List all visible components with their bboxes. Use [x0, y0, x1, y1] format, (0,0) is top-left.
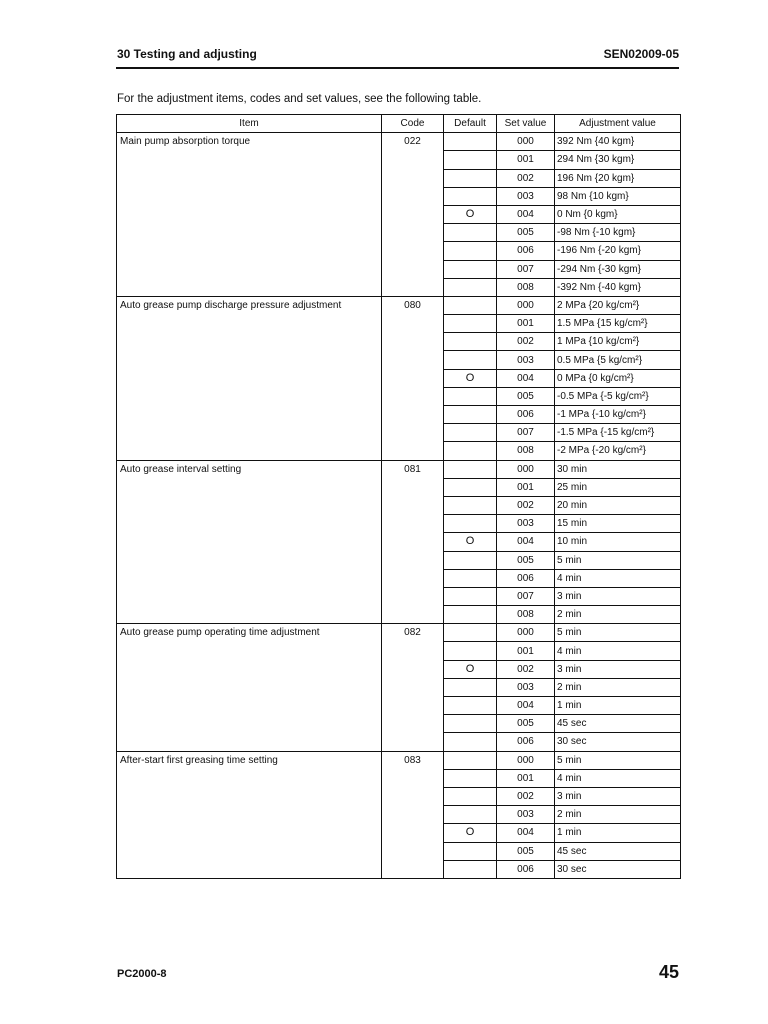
adjustment-value-cell: 98 Nm {10 kgm} [555, 187, 681, 205]
default-cell [444, 369, 497, 387]
adjustment-value-cell: -1.5 MPa {-15 kg/cm²} [555, 424, 681, 442]
adjustment-value-cell: 1 MPa {10 kg/cm²} [555, 333, 681, 351]
default-cell [444, 697, 497, 715]
default-cell [444, 260, 497, 278]
adjustment-value-cell: 3 min [555, 787, 681, 805]
set-value-cell: 000 [497, 460, 555, 478]
adjustment-value-cell: 3 min [555, 587, 681, 605]
default-mark-icon: O [465, 535, 475, 548]
set-value-cell: 001 [497, 151, 555, 169]
default-cell [444, 333, 497, 351]
adjustment-value-cell: 4 min [555, 769, 681, 787]
adjustment-value-cell: 392 Nm {40 kgm} [555, 133, 681, 151]
table-header-row [117, 115, 681, 133]
default-cell [444, 660, 497, 678]
default-cell [444, 515, 497, 533]
adjustment-value-cell: 30 sec [555, 860, 681, 878]
set-value-cell: 000 [497, 624, 555, 642]
default-cell [444, 606, 497, 624]
set-value-cell: 004 [497, 824, 555, 842]
default-cell [444, 205, 497, 223]
set-value-cell: 006 [497, 733, 555, 751]
code-cell: 083 [382, 751, 444, 878]
default-cell [444, 824, 497, 842]
set-value-cell: 003 [497, 678, 555, 696]
set-value-cell: 002 [497, 496, 555, 514]
adjustment-value-cell: 1.5 MPa {15 kg/cm²} [555, 315, 681, 333]
adjustment-value-cell: 5 min [555, 624, 681, 642]
set-value-cell: 003 [497, 351, 555, 369]
adjustment-value-cell: 10 min [555, 533, 681, 551]
default-cell [444, 678, 497, 696]
set-value-cell: 004 [497, 697, 555, 715]
set-value-cell: 006 [497, 406, 555, 424]
default-cell [444, 496, 497, 514]
default-cell [444, 278, 497, 296]
adjustment-value-cell: 2 min [555, 678, 681, 696]
set-value-cell: 006 [497, 860, 555, 878]
default-cell [444, 406, 497, 424]
default-cell [444, 424, 497, 442]
default-cell [444, 769, 497, 787]
adjustment-value-cell: -1 MPa {-10 kg/cm²} [555, 406, 681, 424]
code-cell: 082 [382, 624, 444, 751]
default-mark-icon: O [465, 662, 475, 675]
adjustment-value-cell: -196 Nm {-20 kgm} [555, 242, 681, 260]
default-cell [444, 733, 497, 751]
adjustment-value-cell: 2 min [555, 806, 681, 824]
default-cell [444, 787, 497, 805]
set-value-cell: 002 [497, 333, 555, 351]
default-cell [444, 533, 497, 551]
column-header-default: Default [444, 115, 497, 133]
default-cell [444, 624, 497, 642]
item-name-cell: Main pump absorption torque [117, 133, 382, 297]
set-value-cell: 000 [497, 133, 555, 151]
adjustment-value-cell: 15 min [555, 515, 681, 533]
adjustment-value-cell: 2 min [555, 606, 681, 624]
default-mark-icon: O [465, 371, 475, 384]
default-cell [444, 351, 497, 369]
set-value-cell: 008 [497, 606, 555, 624]
adjustment-value-cell: 30 min [555, 460, 681, 478]
default-mark-icon: O [465, 208, 475, 221]
adjustment-value-cell: 0 Nm {0 kgm} [555, 205, 681, 223]
set-value-cell: 001 [497, 642, 555, 660]
adjustment-value-cell: 20 min [555, 496, 681, 514]
default-cell [444, 187, 497, 205]
set-value-cell: 003 [497, 515, 555, 533]
default-cell [444, 242, 497, 260]
adjustment-value-cell: -98 Nm {-10 kgm} [555, 224, 681, 242]
column-header-code: Code [382, 115, 444, 133]
default-cell [444, 460, 497, 478]
set-value-cell: 001 [497, 769, 555, 787]
default-cell [444, 551, 497, 569]
adjustment-value-cell: 1 min [555, 824, 681, 842]
adjustment-value-cell: 30 sec [555, 733, 681, 751]
adjustment-value-cell: 196 Nm {20 kgm} [555, 169, 681, 187]
adjustment-value-cell: 1 min [555, 697, 681, 715]
set-value-cell: 002 [497, 660, 555, 678]
adjustment-value-cell: 45 sec [555, 842, 681, 860]
default-cell [444, 478, 497, 496]
adjustment-table [116, 114, 681, 879]
default-cell [444, 751, 497, 769]
default-cell [444, 442, 497, 460]
default-cell [444, 806, 497, 824]
adjustment-value-cell: 0.5 MPa {5 kg/cm²} [555, 351, 681, 369]
table-row [117, 624, 681, 642]
default-cell [444, 587, 497, 605]
set-value-cell: 004 [497, 205, 555, 223]
default-cell [444, 224, 497, 242]
default-cell [444, 169, 497, 187]
set-value-cell: 002 [497, 169, 555, 187]
set-value-cell: 007 [497, 260, 555, 278]
adjustment-value-cell: 5 min [555, 751, 681, 769]
intro-text: For the adjustment items, codes and set values, see the following table. [117, 93, 482, 105]
table-row [117, 460, 681, 478]
table-row [117, 133, 681, 151]
document-code: SEN02009-05 [603, 47, 679, 61]
default-cell [444, 296, 497, 314]
set-value-cell: 002 [497, 787, 555, 805]
adjustment-value-cell: -0.5 MPa {-5 kg/cm²} [555, 387, 681, 405]
adjustment-value-cell: 3 min [555, 660, 681, 678]
set-value-cell: 003 [497, 187, 555, 205]
set-value-cell: 001 [497, 478, 555, 496]
section-title: 30 Testing and adjusting [117, 47, 257, 61]
adjustment-value-cell: 294 Nm {30 kgm} [555, 151, 681, 169]
set-value-cell: 000 [497, 751, 555, 769]
adjustment-value-cell: 5 min [555, 551, 681, 569]
adjustment-value-cell: 45 sec [555, 715, 681, 733]
table-row [117, 296, 681, 314]
adjustment-value-cell: -2 MPa {-20 kg/cm²} [555, 442, 681, 460]
column-header-adjustment-value: Adjustment value [555, 115, 681, 133]
set-value-cell: 004 [497, 369, 555, 387]
set-value-cell: 007 [497, 424, 555, 442]
set-value-cell: 005 [497, 842, 555, 860]
header-rule [116, 67, 679, 69]
set-value-cell: 008 [497, 278, 555, 296]
default-cell [444, 315, 497, 333]
default-cell [444, 151, 497, 169]
code-cell: 080 [382, 296, 444, 460]
adjustment-value-cell: 0 MPa {0 kg/cm²} [555, 369, 681, 387]
set-value-cell: 007 [497, 587, 555, 605]
default-cell [444, 642, 497, 660]
default-cell [444, 715, 497, 733]
set-value-cell: 005 [497, 387, 555, 405]
set-value-cell: 001 [497, 315, 555, 333]
set-value-cell: 005 [497, 551, 555, 569]
item-name-cell: After-start first greasing time setting [117, 751, 382, 878]
adjustment-value-cell: 4 min [555, 569, 681, 587]
default-cell [444, 133, 497, 151]
default-mark-icon: O [465, 826, 475, 839]
adjustment-value-cell: -294 Nm {-30 kgm} [555, 260, 681, 278]
adjustment-value-cell: -392 Nm {-40 kgm} [555, 278, 681, 296]
table-body [117, 133, 681, 879]
column-header-set-value: Set value [497, 115, 555, 133]
column-header-item: Item [117, 115, 382, 133]
model-name: PC2000-8 [117, 968, 167, 980]
adjustment-value-cell: 25 min [555, 478, 681, 496]
set-value-cell: 000 [497, 296, 555, 314]
set-value-cell: 006 [497, 242, 555, 260]
item-name-cell: Auto grease pump discharge pressure adjustment [117, 296, 382, 460]
code-cell: 081 [382, 460, 444, 624]
set-value-cell: 004 [497, 533, 555, 551]
set-value-cell: 005 [497, 224, 555, 242]
set-value-cell: 003 [497, 806, 555, 824]
default-cell [444, 387, 497, 405]
page-number: 45 [658, 962, 679, 982]
set-value-cell: 005 [497, 715, 555, 733]
item-name-cell: Auto grease interval setting [117, 460, 382, 624]
adjustment-value-cell: 4 min [555, 642, 681, 660]
table-row [117, 751, 681, 769]
item-name-cell: Auto grease pump operating time adjustment [117, 624, 382, 751]
set-value-cell: 006 [497, 569, 555, 587]
default-cell [444, 569, 497, 587]
default-cell [444, 860, 497, 878]
code-cell: 022 [382, 133, 444, 297]
set-value-cell: 008 [497, 442, 555, 460]
default-cell [444, 842, 497, 860]
adjustment-value-cell: 2 MPa {20 kg/cm²} [555, 296, 681, 314]
